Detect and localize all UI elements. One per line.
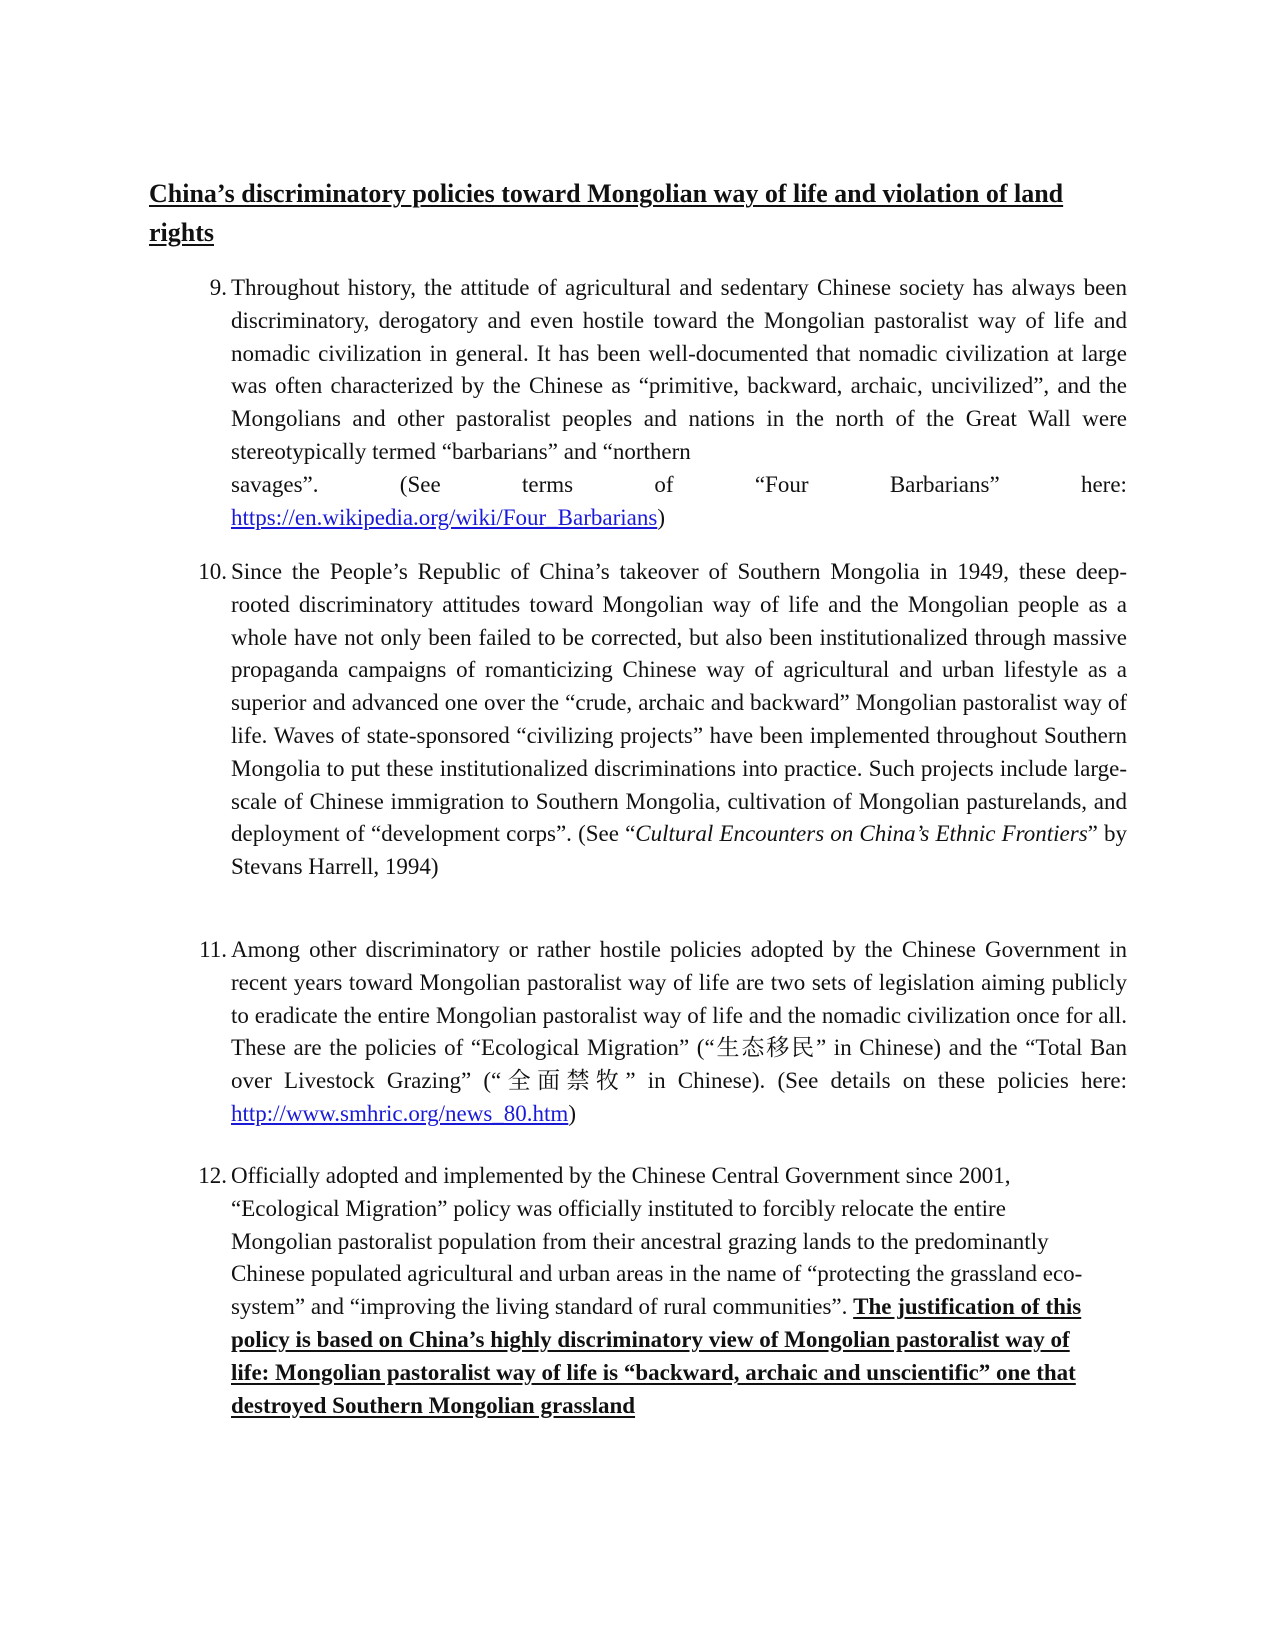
closing-paren: ) xyxy=(568,1100,576,1126)
list-item-9 xyxy=(149,272,1127,534)
item-number: 11. xyxy=(199,937,227,962)
section-heading: China’s discriminatory policies toward Mongolian way of life and violation of land rights xyxy=(149,179,1064,247)
link-line xyxy=(231,502,1127,535)
word: “Four xyxy=(754,471,809,497)
word: terms xyxy=(521,471,574,497)
word: (See xyxy=(399,471,441,497)
word: of xyxy=(654,471,674,497)
book-title: Cultural Encounters on China’s Ethnic Frontiers xyxy=(635,821,1088,847)
item-number: 9. xyxy=(209,275,227,300)
wikipedia-link[interactable]: https://en.wikipedia.org/wiki/Four_Barbarians xyxy=(231,504,658,530)
citation-tail: ” by Stevans Harrell, 1994) xyxy=(231,821,1128,880)
item-text: Among other discriminatory or rather hostile policies adopted by the Chinese Government in recent years toward Mongolian pastoralist way of life are two sets of legislation aiming publicly to eradicate the entire Mongolian pastoralist way of life and the nomadic civilization once for all. These are the policies of “Ecological Migration” (“生态移民” in Chinese) and the “Total Ban over Livestock Grazing” (“全面禁牧” in Chinese). (See details on these policies here: xyxy=(231,937,1127,1094)
item-text: Officially adopted and implemented by the Chinese Central Government since 2001, “Ecological Migration” policy was officially instituted to forcibly relocate the entire Mongolian pastoralist population from their ancestral grazing lands to the predominantly Chinese populated agricultural and urban areas in the name of “protecting the grassland eco-system” and “improving the living standard of rural communities”. xyxy=(231,1163,1083,1320)
list-item-11 xyxy=(149,934,1127,1131)
list-item-12 xyxy=(149,1160,1127,1422)
item-body xyxy=(231,556,1127,884)
item-text: Since the People’s Republic of China’s takeover of Southern Mongolia in 1949, these deep-rooted discriminatory attitudes toward Mongolian way of life and the Mongolian people as a whole have not only been failed to be corrected, but also been institutionalized through massive propaganda campaigns of romanticizing Chinese way of agricultural and urban lifestyle as a superior and advanced one over the “crude, archaic and backward” Mongolian pastoralist way of life. Waves of state-sponsored “civilizing projects” have been implemented throughout Southern Mongolia to put these institutionalized discriminations into practice. Such projects include large-scale of Chinese immigration to Southern Mongolia, cultivation of Mongolian pasturelands, and deployment of “development corps”. (See “ xyxy=(231,559,1127,847)
item-number: 12. xyxy=(198,1163,227,1188)
item-body xyxy=(231,272,1127,534)
smhric-link[interactable]: http://www.smhric.org/news_80.htm xyxy=(231,1100,569,1126)
list-item-10 xyxy=(149,556,1127,884)
item-text: Throughout history, the attitude of agricultural and sedentary Chinese society has always been discriminatory, derogatory and even hostile toward the Mongolian pastoralist way of life and nomadic civilization in general. It has been well-documented that nomadic civilization at large was often characterized by the Chinese as “primitive, backward, archaic, uncivilized”, and the Mongolians and other pastoralist peoples and nations in the north of the Great Wall were stereotypically termed “barbarians” and “northern xyxy=(231,275,1127,464)
word: Barbarians” xyxy=(889,471,1000,497)
emphasized-text: The justification of this policy is based on China’s highly discriminatory view of Mongolian pastoralist way of life: Mongolian pastoralist way of life is “backward, archaic and unscientific” one that destroyed Southern Mongolian grassland xyxy=(231,1294,1082,1418)
closing-paren: ) xyxy=(657,504,665,530)
word: here: xyxy=(1080,471,1127,497)
item-number: 10. xyxy=(198,559,227,584)
word: savages”. xyxy=(231,471,319,497)
item-body xyxy=(231,1160,1086,1422)
justified-line xyxy=(231,469,1127,502)
item-body xyxy=(231,934,1127,1131)
